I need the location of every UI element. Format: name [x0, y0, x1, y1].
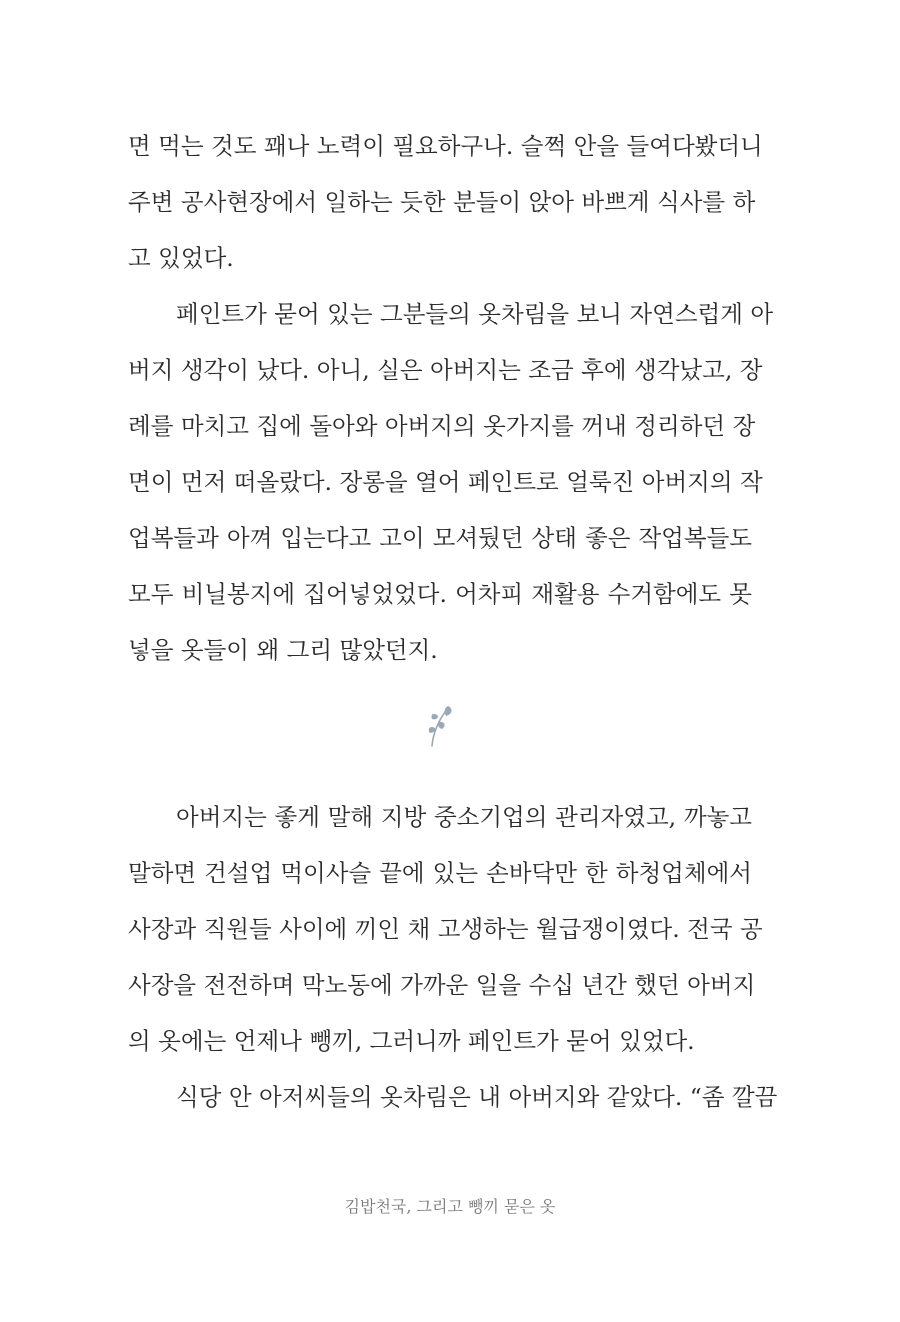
body-text-lower — [128, 789, 778, 1125]
text-line: 버지 생각이 났다. 아니, 실은 아버지는 조금 후에 생각났고, 장 — [128, 356, 763, 384]
body-text-upper — [128, 118, 774, 678]
text-line: 아버지는 좋게 말해 지방 중소기업의 관리자였고, 까놓고 — [176, 803, 752, 831]
text-line: 면이 먼저 떠올랐다. 장롱을 열어 페인트로 얼룩진 아버지의 작 — [128, 468, 763, 496]
text-line: 고 있었다. — [128, 244, 234, 272]
text-line: 식당 안 아저씨들의 옷차림은 내 아버지와 같았다. “좀 깔끔 — [176, 1083, 778, 1111]
running-footer: 김밥천국, 그리고 뺑끼 묻은 옷 — [344, 1197, 556, 1216]
text-line: 넣을 옷들이 왜 그리 많았던지. — [128, 636, 438, 664]
text-line: 페인트가 묻어 있는 그분들의 옷차림을 보니 자연스럽게 아 — [176, 300, 774, 328]
text-line: 말하면 건설업 먹이사슬 끝에 있는 손바닥만 한 하청업체에서 — [128, 859, 752, 887]
text-line: 사장과 직원들 사이에 끼인 채 고생하는 월급쟁이였다. 전국 공 — [128, 915, 763, 943]
text-line: 례를 마치고 집에 돌아와 아버지의 옷가지를 꺼내 정리하던 장 — [128, 412, 756, 440]
text-line: 모두 비닐봉지에 집어넣었었다. 어차피 재활용 수거함에도 못 — [128, 580, 752, 608]
leaf-sprig-icon — [424, 702, 454, 748]
text-line: 면 먹는 것도 꽤나 노력이 필요하구나. 슬쩍 안을 들여다봤더니 — [128, 132, 763, 160]
text-line: 사장을 전전하며 막노동에 가까운 일을 수십 년간 했던 아버지 — [128, 971, 756, 999]
text-line: 업복들과 아껴 입는다고 고이 모셔뒀던 상태 좋은 작업복들도 — [128, 524, 752, 552]
text-line: 주변 공사현장에서 일하는 듯한 분들이 앉아 바쁘게 식사를 하 — [128, 188, 756, 216]
text-line: 의 옷에는 언제나 뺑끼, 그러니까 페인트가 묻어 있었다. — [128, 1027, 695, 1055]
